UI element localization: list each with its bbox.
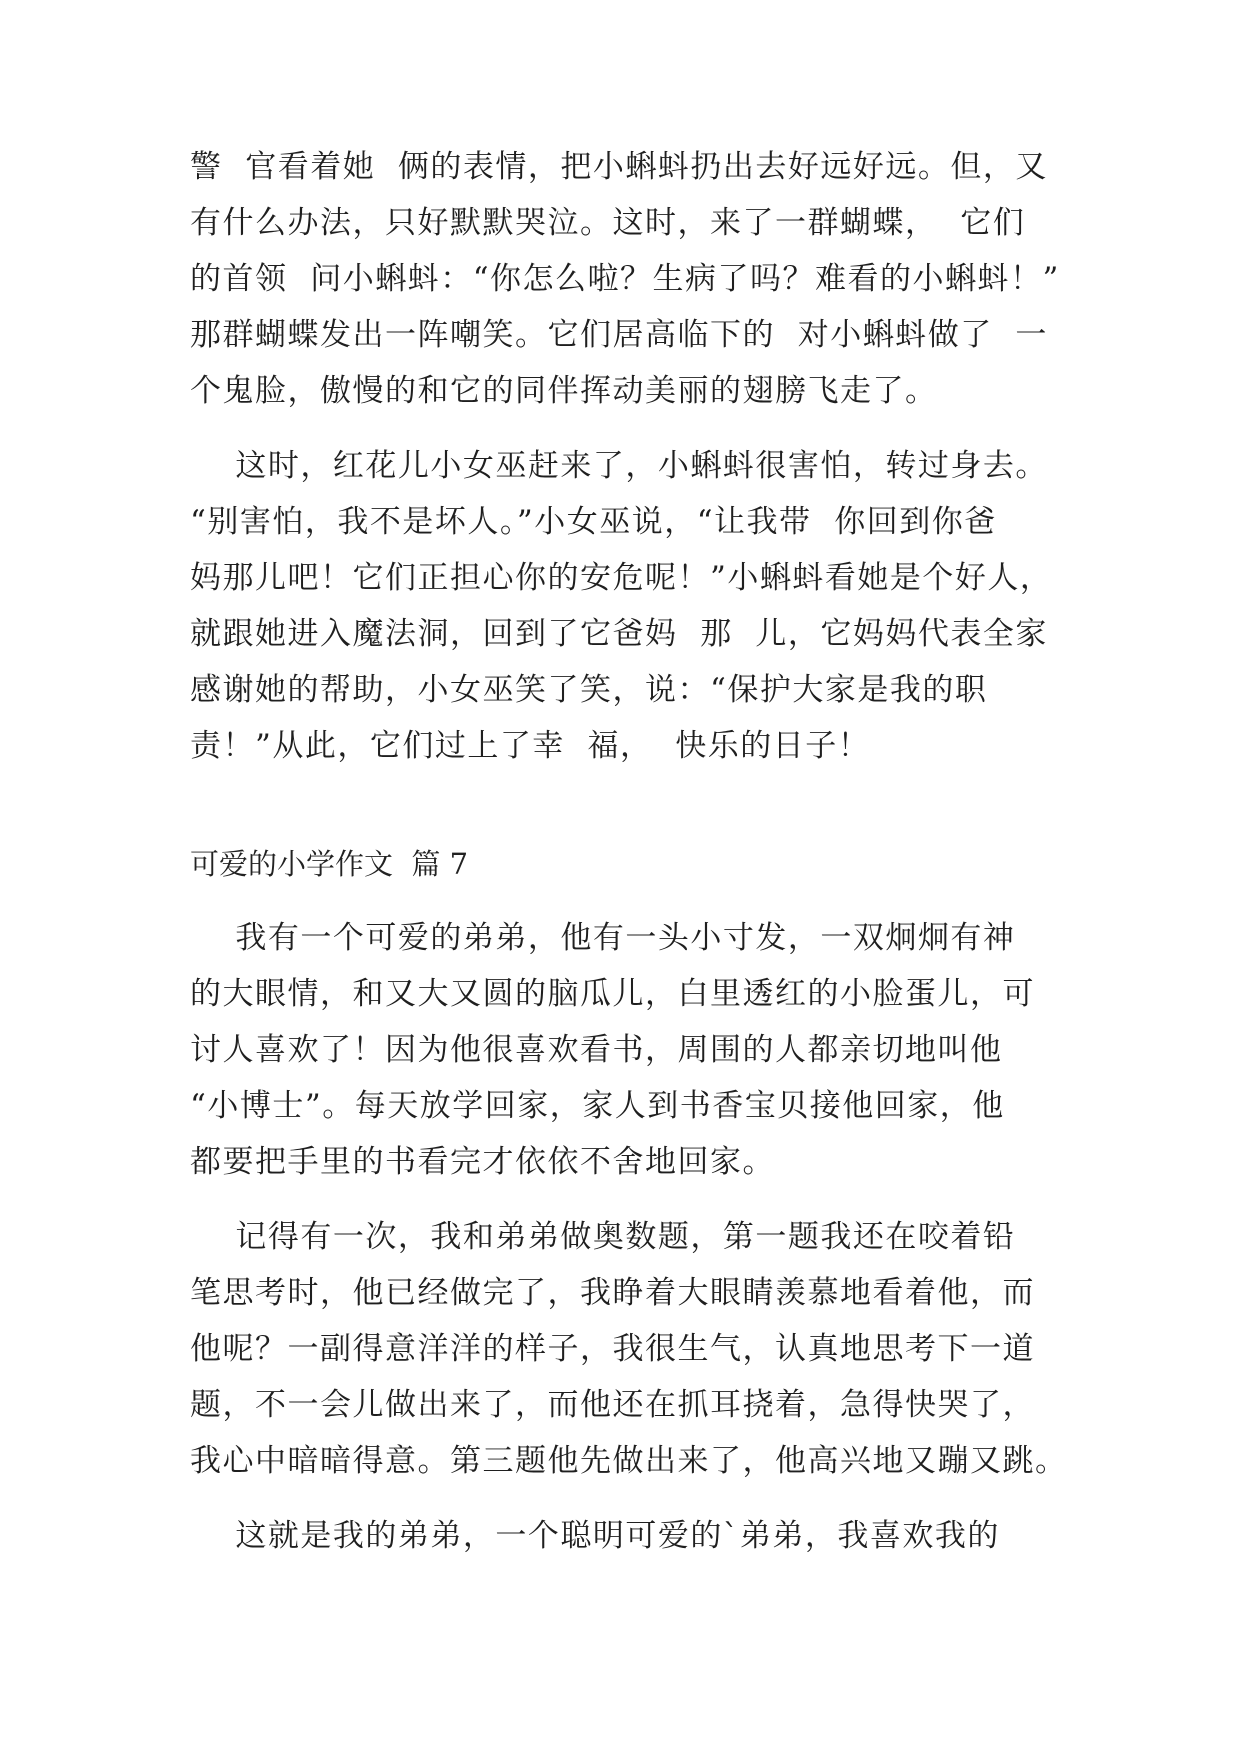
text-line: 的首领 问小蝌蚪：“你怎么啦？生病了吗？难看的小蝌蚪！” [190,261,1060,297]
text-line: 那群蝴蝶发出一阵嘲笑。它们居高临下的 对小蝌蚪做了 一 [190,317,1048,353]
text-line: 个鬼脸，傲慢的和它的同伴挥动美丽的翅膀飞走了。 [190,373,938,409]
text-line: 他呢？一副得意洋洋的样子，我很生气，认真地思考下一道 [190,1331,1035,1367]
text-line: 我有一个可爱的弟弟，他有一头小寸发，一双炯炯有神 [190,920,1016,956]
text-line: 妈那儿吧！它们正担心你的安危呢！”小蝌蚪看她是个好人， [190,560,1053,596]
text-line: 这时，红花儿小女巫赶来了，小蝌蚪很害怕，转过身去。 [190,448,1048,484]
section-title: 可爱的小学作文 篇 7 [190,847,469,881]
text-line: 就跟她进入魔法洞，回到了它爸妈 那 儿，它妈妈代表全家 [190,616,1048,652]
text-line: “别害怕，我不是坏人。”小女巫说，“让我带 你回到你爸 [190,504,997,540]
text-line: 讨人喜欢了！因为他很喜欢看书，周围的人都亲切地叫他 [190,1032,1003,1068]
text-line: 我心中暗暗得意。第三题他先做出来了，他高兴地又蹦又跳。 [190,1443,1068,1479]
text-line: 的大眼情，和又大又圆的脑瓜儿，白里透红的小脸蛋儿，可 [190,976,1035,1012]
text-line: 都要把手里的书看完才依依不舍地回家。 [190,1144,775,1180]
text-line: 感谢她的帮助，小女巫笑了笑，说：“保护大家是我的职 [190,672,988,708]
text-line: 记得有一次，我和弟弟做奥数题，第一题我还在咬着铅 [190,1219,1016,1255]
text-line: 这就是我的弟弟，一个聪明可爱的`弟弟，我喜欢我的 [190,1518,1000,1554]
text-line: “小博士”。每天放学回家，家人到书香宝贝接他回家，他 [190,1088,1005,1124]
text-line: 责！”从此，它们过上了幸 福， 快乐的日子！ [190,728,871,764]
text-line: 题，不一会儿做出来了，而他还在抓耳挠着，急得快哭了， [190,1387,1035,1423]
text-line: 笔思考时，他已经做完了，我睁着大眼睛羡慕地看着他，而 [190,1275,1035,1311]
text-line: 有什么办法，只好默默哭泣。这时，来了一群蝴蝶， 它们 [190,205,1026,241]
text-line: 警 官看着她 俩的表情，把小蝌蚪扔出去好远好远。但，又 [190,149,1048,185]
